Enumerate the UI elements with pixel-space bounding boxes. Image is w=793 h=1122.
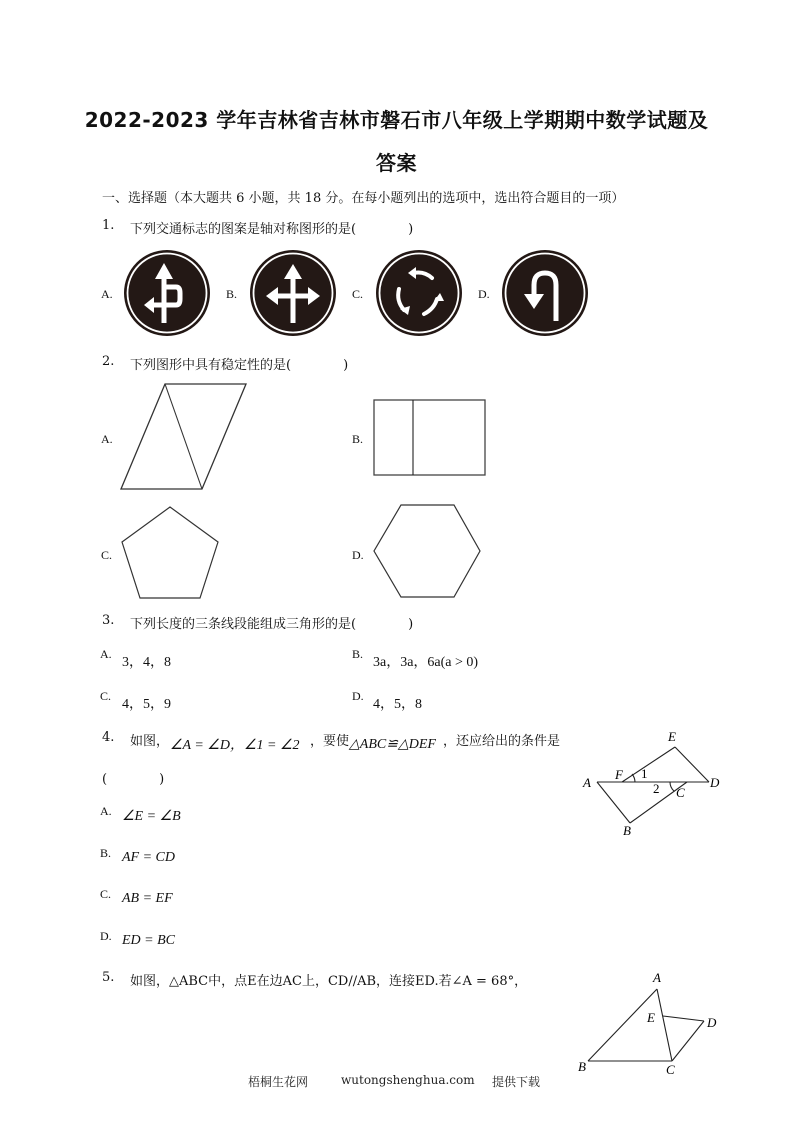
q1-option-b-label: B.	[226, 287, 238, 301]
fig5-label-b: B	[578, 1059, 586, 1074]
traffic-sign-u-turn-icon	[500, 249, 590, 337]
q4-option-d-value: ED = BC	[122, 933, 175, 948]
question-4-condition: ∠A = ∠D，∠1 = ∠2	[170, 738, 300, 753]
q4-option-a-value: ∠E = ∠B	[122, 809, 181, 824]
pentagon-figure	[121, 506, 221, 601]
question-5-stem: 如图，△ABC中，点E在边AC上，CD//AB，连接ED.若∠A = 68°，	[130, 974, 528, 989]
fig4-label-c: C	[676, 785, 685, 800]
document-title-line1: 2022-2023 学年吉林省吉林市磐石市八年级上学期期中数学试题及	[84, 108, 709, 132]
q3-option-a-value: 3，4，8	[122, 655, 171, 670]
question-3-number: 3.	[102, 613, 115, 628]
question-2-stem: 下列图形中具有稳定性的是( )	[130, 358, 349, 373]
q2-option-a-label: A.	[101, 432, 113, 446]
question-2-number: 2.	[102, 354, 115, 369]
q4-option-b-label: B.	[100, 846, 112, 860]
fig5-label-d: D	[707, 1015, 717, 1030]
question-4-number: 4.	[102, 730, 115, 745]
q3-option-c-label: C.	[100, 689, 112, 703]
q3-option-d-label: D.	[352, 689, 364, 703]
q2-option-d-label: D.	[352, 548, 364, 562]
question-4-geometry-figure	[575, 725, 735, 840]
question-5-number: 5.	[102, 970, 115, 985]
footer-url[interactable]: wutongshenghua.com	[341, 1073, 475, 1087]
footer-site-name: 梧桐生花网	[248, 1075, 309, 1089]
q3-option-b-value: 3a，3a，6a(a > 0)	[373, 655, 479, 670]
fig5-label-e: E	[647, 1010, 655, 1025]
fig4-label-angle2: 2	[653, 781, 660, 796]
question-4-stem-prefix: 如图，	[130, 734, 170, 749]
fig4-label-e: E	[668, 729, 676, 744]
parallelogram-with-diagonal-figure	[120, 383, 250, 493]
q1-option-d-label: D.	[478, 287, 490, 301]
traffic-sign-roundabout-icon	[374, 249, 464, 337]
question-4-stem-suffix: ，还应给出的条件是	[443, 734, 561, 749]
q2-option-c-label: C.	[101, 548, 113, 562]
rectangle-with-divider-figure	[373, 399, 488, 477]
question-4-stem-mid: ，要使	[310, 734, 350, 749]
document-title-line2: 答案	[376, 151, 417, 175]
question-3-stem: 下列长度的三条线段能组成三角形的是( )	[130, 617, 414, 632]
q1-option-c-label: C.	[352, 287, 364, 301]
q3-option-c-value: 4，5，9	[122, 697, 171, 712]
fig4-label-a: A	[583, 775, 591, 790]
q3-option-d-value: 4，5，8	[373, 697, 422, 712]
q4-option-d-label: D.	[100, 929, 112, 943]
q3-option-a-label: A.	[100, 647, 112, 661]
hexagon-figure	[373, 504, 483, 600]
q1-option-a-label: A.	[101, 287, 113, 301]
fig4-label-b: B	[623, 823, 631, 838]
question-4-congruence: △ABC≌△DEF	[349, 737, 436, 752]
q3-option-b-label: B.	[352, 647, 364, 661]
q4-option-c-label: C.	[100, 887, 112, 901]
traffic-sign-straight-left-right-icon	[248, 249, 338, 337]
question-5-geometry-figure	[575, 965, 735, 1080]
q4-option-b-value: AF = CD	[122, 850, 175, 865]
fig4-label-d: D	[710, 775, 720, 790]
q4-option-c-value: AB = EF	[122, 891, 173, 906]
fig5-label-a: A	[653, 970, 661, 985]
fig5-label-c: C	[666, 1062, 675, 1077]
traffic-sign-straight-left-parking-icon	[122, 249, 212, 337]
q4-option-a-label: A.	[100, 804, 112, 818]
footer-action: 提供下载	[492, 1075, 541, 1089]
section-heading: 一、选择题（本大题共 6 小题，共 18 分。在每小题列出的选项中，选出符合题目的一项）	[102, 191, 625, 206]
question-1-number: 1.	[102, 218, 115, 233]
q2-option-b-label: B.	[352, 432, 364, 446]
question-4-answer-paren: ( )	[102, 772, 165, 787]
fig4-label-f: F	[615, 767, 623, 782]
fig4-label-angle1: 1	[641, 766, 648, 781]
question-1-stem: 下列交通标志的图案是轴对称图形的是( )	[130, 222, 414, 237]
